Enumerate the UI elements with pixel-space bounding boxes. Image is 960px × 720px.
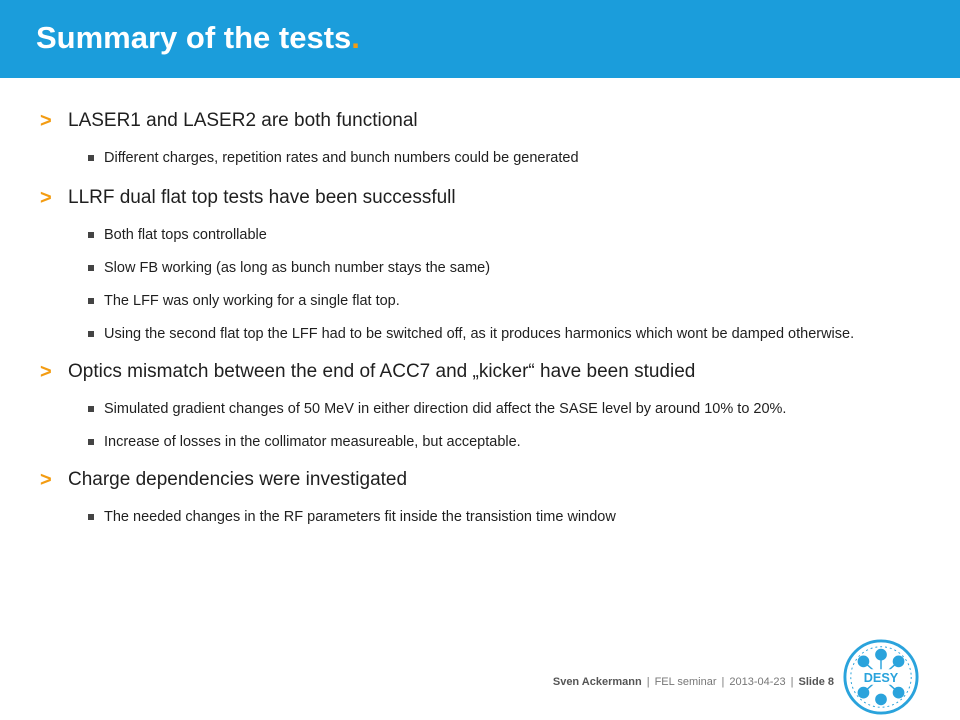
sub-bullet: [40, 324, 920, 345]
slide-footer: [553, 676, 834, 688]
bullet-3: [40, 359, 920, 385]
square-bullet-icon: [88, 439, 94, 445]
bullet-2: [40, 185, 920, 211]
footer-author: Sven Ackermann: [552, 676, 642, 688]
slide-title-text: Summary of the tests: [36, 20, 352, 55]
bullet-text: LASER1 and LASER2 are both functional: [68, 110, 418, 131]
footer-separator: |: [790, 676, 794, 688]
sub-bullet: [40, 432, 920, 453]
slide-title: [36, 20, 360, 56]
bullet-4: [40, 467, 920, 493]
sub-bullet-text: Slow FB working (as long as bunch number stays the same): [104, 260, 491, 276]
square-bullet-icon: [88, 298, 94, 304]
sub-bullet: [40, 148, 920, 169]
sub-bullet: [40, 291, 920, 312]
sub-bullet-text: Simulated gradient changes of 50 MeV in either direction did affect the SASE level by around 10% to 20%.: [104, 401, 787, 417]
bullet-text: Charge dependencies were investigated: [68, 469, 408, 490]
sub-bullet-text: Increase of losses in the collimator measureable, but acceptable.: [104, 434, 521, 450]
sub-bullet: [40, 507, 920, 528]
square-bullet-icon: [88, 331, 94, 337]
bullet-marker: >: [40, 361, 52, 383]
square-bullet-icon: [88, 514, 94, 520]
sub-bullet: [40, 225, 920, 246]
slide-content: [40, 108, 920, 528]
bullet-marker: >: [40, 110, 52, 132]
sub-bullet: [40, 258, 920, 279]
footer-event: FEL seminar: [654, 676, 717, 688]
square-bullet-icon: [88, 265, 94, 271]
sub-bullet-text: Different charges, repetition rates and bunch numbers could be generated: [104, 150, 579, 166]
sub-bullet: [40, 399, 920, 420]
bullet-1: [40, 108, 920, 134]
title-bar: [0, 0, 960, 78]
bullet-marker: >: [40, 469, 52, 491]
footer-separator: |: [646, 676, 650, 688]
bullet-text: LLRF dual flat top tests have been successfull: [68, 187, 456, 208]
title-dot: .: [351, 20, 360, 55]
bullet-marker: >: [40, 187, 52, 209]
sub-bullet-text: The LFF was only working for a single flat top.: [104, 293, 400, 309]
footer-date: 2013-04-23: [729, 676, 786, 688]
footer-slide-number: Slide 8: [798, 676, 834, 688]
square-bullet-icon: [88, 155, 94, 161]
bullet-text: Optics mismatch between the end of ACC7 and „kicker“ have been studied: [68, 361, 696, 382]
sub-bullet-text: Using the second flat top the LFF had to be switched off, as it produces harmonics which wont be damped otherwise.: [104, 326, 855, 342]
square-bullet-icon: [88, 406, 94, 412]
sub-bullet-text: The needed changes in the RF parameters fit inside the transistion time window: [104, 509, 616, 525]
sub-bullet-text: Both flat tops controllable: [104, 227, 267, 243]
desy-logo-icon: [842, 638, 920, 716]
logo-text: DESY: [863, 670, 899, 685]
footer-separator: |: [721, 676, 725, 688]
square-bullet-icon: [88, 232, 94, 238]
